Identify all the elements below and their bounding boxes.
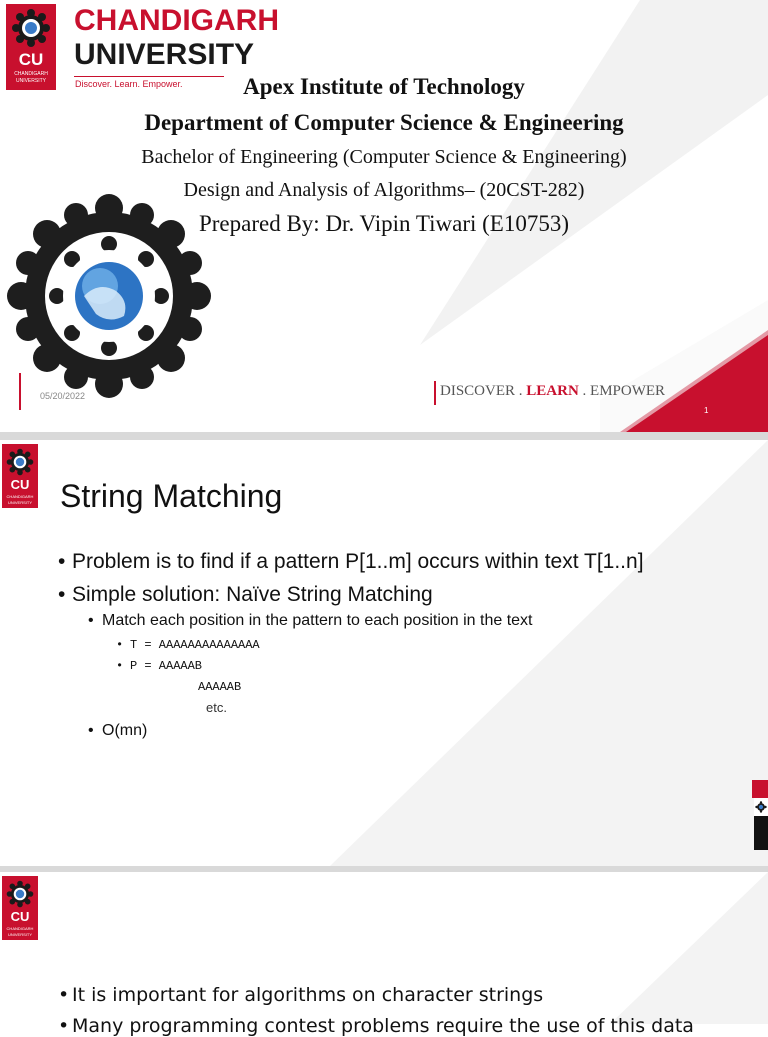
logo-sub-text-1: CHANDIGARH — [6, 926, 34, 931]
etc-text: etc. — [206, 700, 227, 715]
gear-globe-icon — [6, 880, 34, 908]
logo-sub-text-2: UNIVERSITY — [7, 932, 32, 937]
code-line-p2: AAAAAB — [198, 680, 242, 694]
small-gear-icon — [755, 801, 767, 813]
footer-tagline — [440, 383, 665, 400]
code-line-p-text: P = AAAAAB — [130, 659, 203, 673]
logo-sub-text-1: CHANDIGARH — [14, 71, 48, 77]
logo-sub-text-2: UNIVERSITY — [15, 78, 46, 84]
gear-globe-icon — [11, 8, 51, 48]
sub-bullet-complexity: • O(mn) — [88, 722, 148, 739]
footer-empower: . EMPOWER — [578, 383, 666, 399]
bullet-simple-solution-text: Simple solution: Naïve String Matching — [72, 583, 433, 606]
bullet-problem: • Problem is to find if a pattern P[1..m] occurs within text T[1..n] — [58, 550, 644, 573]
code-line-t-text: T = AAAAAAAAAAAAAA — [130, 638, 260, 652]
bullet-contest: • Many programming contest problems require the use of this data — [58, 1015, 694, 1037]
footer-learn: LEARN — [526, 383, 579, 399]
department-title: Department of Computer Science & Engineering — [144, 110, 624, 135]
sub-bullet-match-text: Match each position in the pattern to each position in the text — [102, 612, 533, 629]
gear-globe-icon — [6, 448, 34, 476]
slide-date: 05/20/2022 — [40, 391, 86, 401]
bullet-problem-text: Problem is to find if a pattern P[1..m] occurs within text T[1..n] — [72, 550, 644, 573]
logo-sub-text-2: UNIVERSITY — [7, 500, 32, 505]
date-divider — [19, 373, 21, 410]
sub-bullet-complexity-text: O(mn) — [102, 722, 148, 739]
logo-cu-text: CU — [10, 477, 30, 492]
title-slide — [0, 0, 768, 432]
bullet-simple-solution: • Simple solution: Naïve String Matching — [58, 583, 433, 606]
importance-slide — [0, 872, 768, 1037]
prepared-by: Prepared By: Dr. Vipin Tiwari (E10753) — [198, 211, 569, 236]
logo-cu-text: CU — [18, 50, 44, 69]
sub-bullet-match: • Match each position in the pattern to each position in the text — [88, 612, 533, 629]
institute-title: Apex Institute of Technology — [243, 74, 525, 99]
side-logo-strip — [754, 798, 768, 850]
code-line-t: • T = AAAAAAAAAAAAAA — [116, 638, 260, 652]
slide-separator — [0, 432, 768, 440]
logo-sub-text-1: CHANDIGARH — [6, 494, 34, 499]
brand-name-line1: CHANDIGARH — [74, 4, 279, 37]
side-logo-gear-area — [754, 798, 768, 816]
footer-discover: DISCOVER . — [440, 383, 527, 399]
slide-title: String Matching — [60, 478, 283, 514]
code-line-p: • P = AAAAAB — [116, 659, 203, 673]
cu-logo-badge — [2, 876, 38, 940]
course-title: Design and Analysis of Algorithms– (20CST-282) — [183, 179, 585, 201]
string-matching-slide — [0, 440, 768, 866]
brand-tagline: Discover. Learn. Empower. — [75, 79, 183, 89]
large-gear-globe-icon — [4, 196, 214, 396]
bullet-importance-text: It is important for algorithms on character strings — [72, 984, 544, 1006]
cu-logo-badge — [2, 444, 38, 508]
bullet-importance: • It is important for algorithms on character strings — [58, 984, 544, 1006]
program-title: Bachelor of Engineering (Computer Science & Engineering) — [141, 146, 627, 168]
logo-cu-text: CU — [10, 909, 30, 924]
brand-name-line2: UNIVERSITY — [74, 38, 255, 71]
bullet-contest-text: Many programming contest problems require the use of this data — [72, 1015, 694, 1037]
page-number: 1 — [704, 406, 709, 415]
footer-divider — [434, 381, 436, 405]
